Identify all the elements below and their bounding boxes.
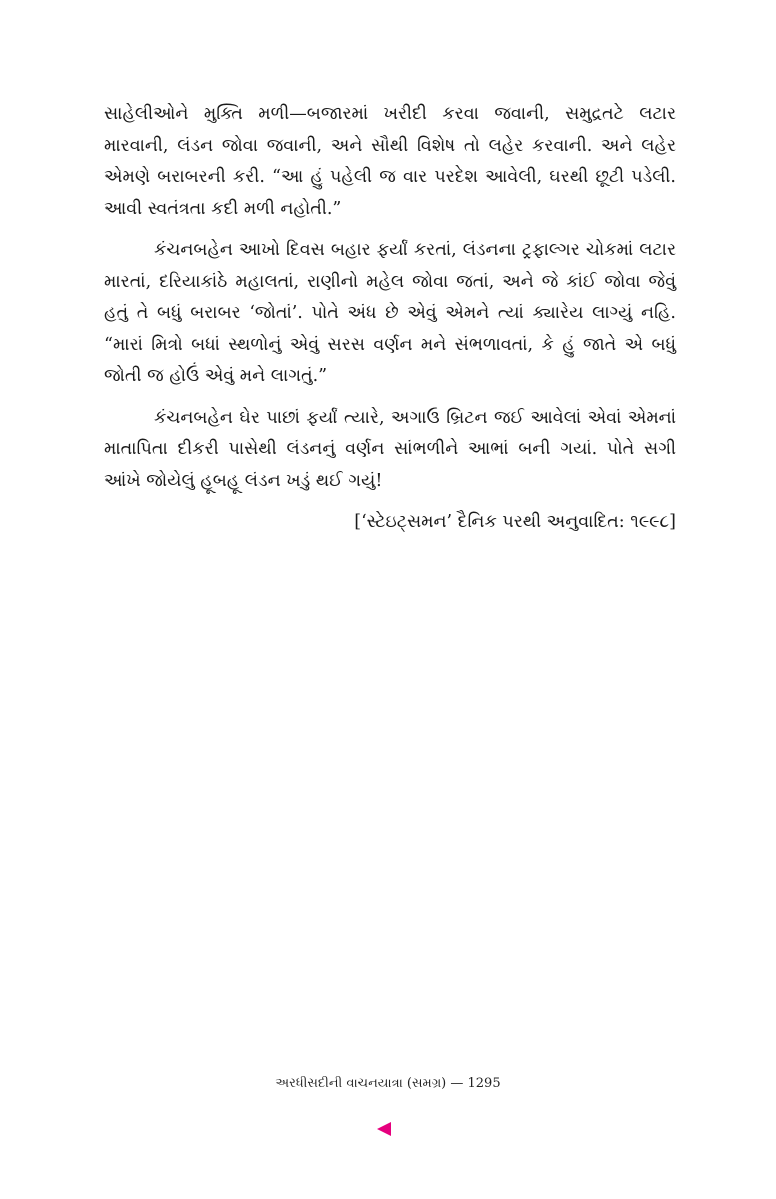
paragraph-3: કંચનબહેન ઘેર પાછાં ફર્યાં ત્યારે, અગાઉ બ્રિટન જઈ આવેલાં એવાં એમનાં માતાપિતા દીકરી પાસેથી લંડનનું વર્ણન સાંભળીને આભાં બની ગયાં. પોતે સગી આંખે જોયેલું હૂબહૂ લંડન ખડું થઈ ગયું!	[104, 407, 676, 491]
paragraph-2: કંચનબહેન આખો દિવસ બહાર ફર્યાં કરતાં, લંડનના ટ્રફાલ્ગર ચોકમાં લટાર મારતાં, દરિયાકાંઠે મહાલતાં, રાણીનો મહેલ જોવા જતાં, અને જે કાંઈ જોવા જેવું હતું તે બધું બરાબર ‘જોતાં’. પોતે અંધ છે એવું એમને ત્યાં ક્યારેય લાગ્યું નહિ. “મારાં મિત્રો બધાં સ્થળોનું એવું સરસ વર્ણન મને સંભળાવતાં, કે હું જાતે એ બધું જોતી જ હોઉં એવું મને લાગતું.”	[104, 240, 676, 386]
body-text	[104, 99, 676, 539]
page-footer: અરધીસદીની વાચનયાત્રા (સમગ્ર) — 1295	[275, 1076, 501, 1091]
paragraph-1: સાહેલીઓને મુક્તિ મળી—બજારમાં ખરીદી કરવા જવાની, સમુદ્રતટે લટાર મારવાની, લંડન જોવા જવાની, અને સૌથી વિશેષ તો લહેર કરવાની. અને લહેર એમણે બરાબરની કરી. “આ હું પહેલી જ વાર પરદેશ આવેલી, ઘરથી છૂટી પડેલી. આવી સ્વતંત્રતા કદી મળી નહોતી.”	[104, 104, 676, 219]
previous-page-arrow-icon[interactable]	[377, 1122, 391, 1136]
source-attribution: [‘સ્ટેઇટ્સમન’ દૈનિક પરથી અનુવાદિત: ૧૯૯૮]	[354, 512, 676, 532]
